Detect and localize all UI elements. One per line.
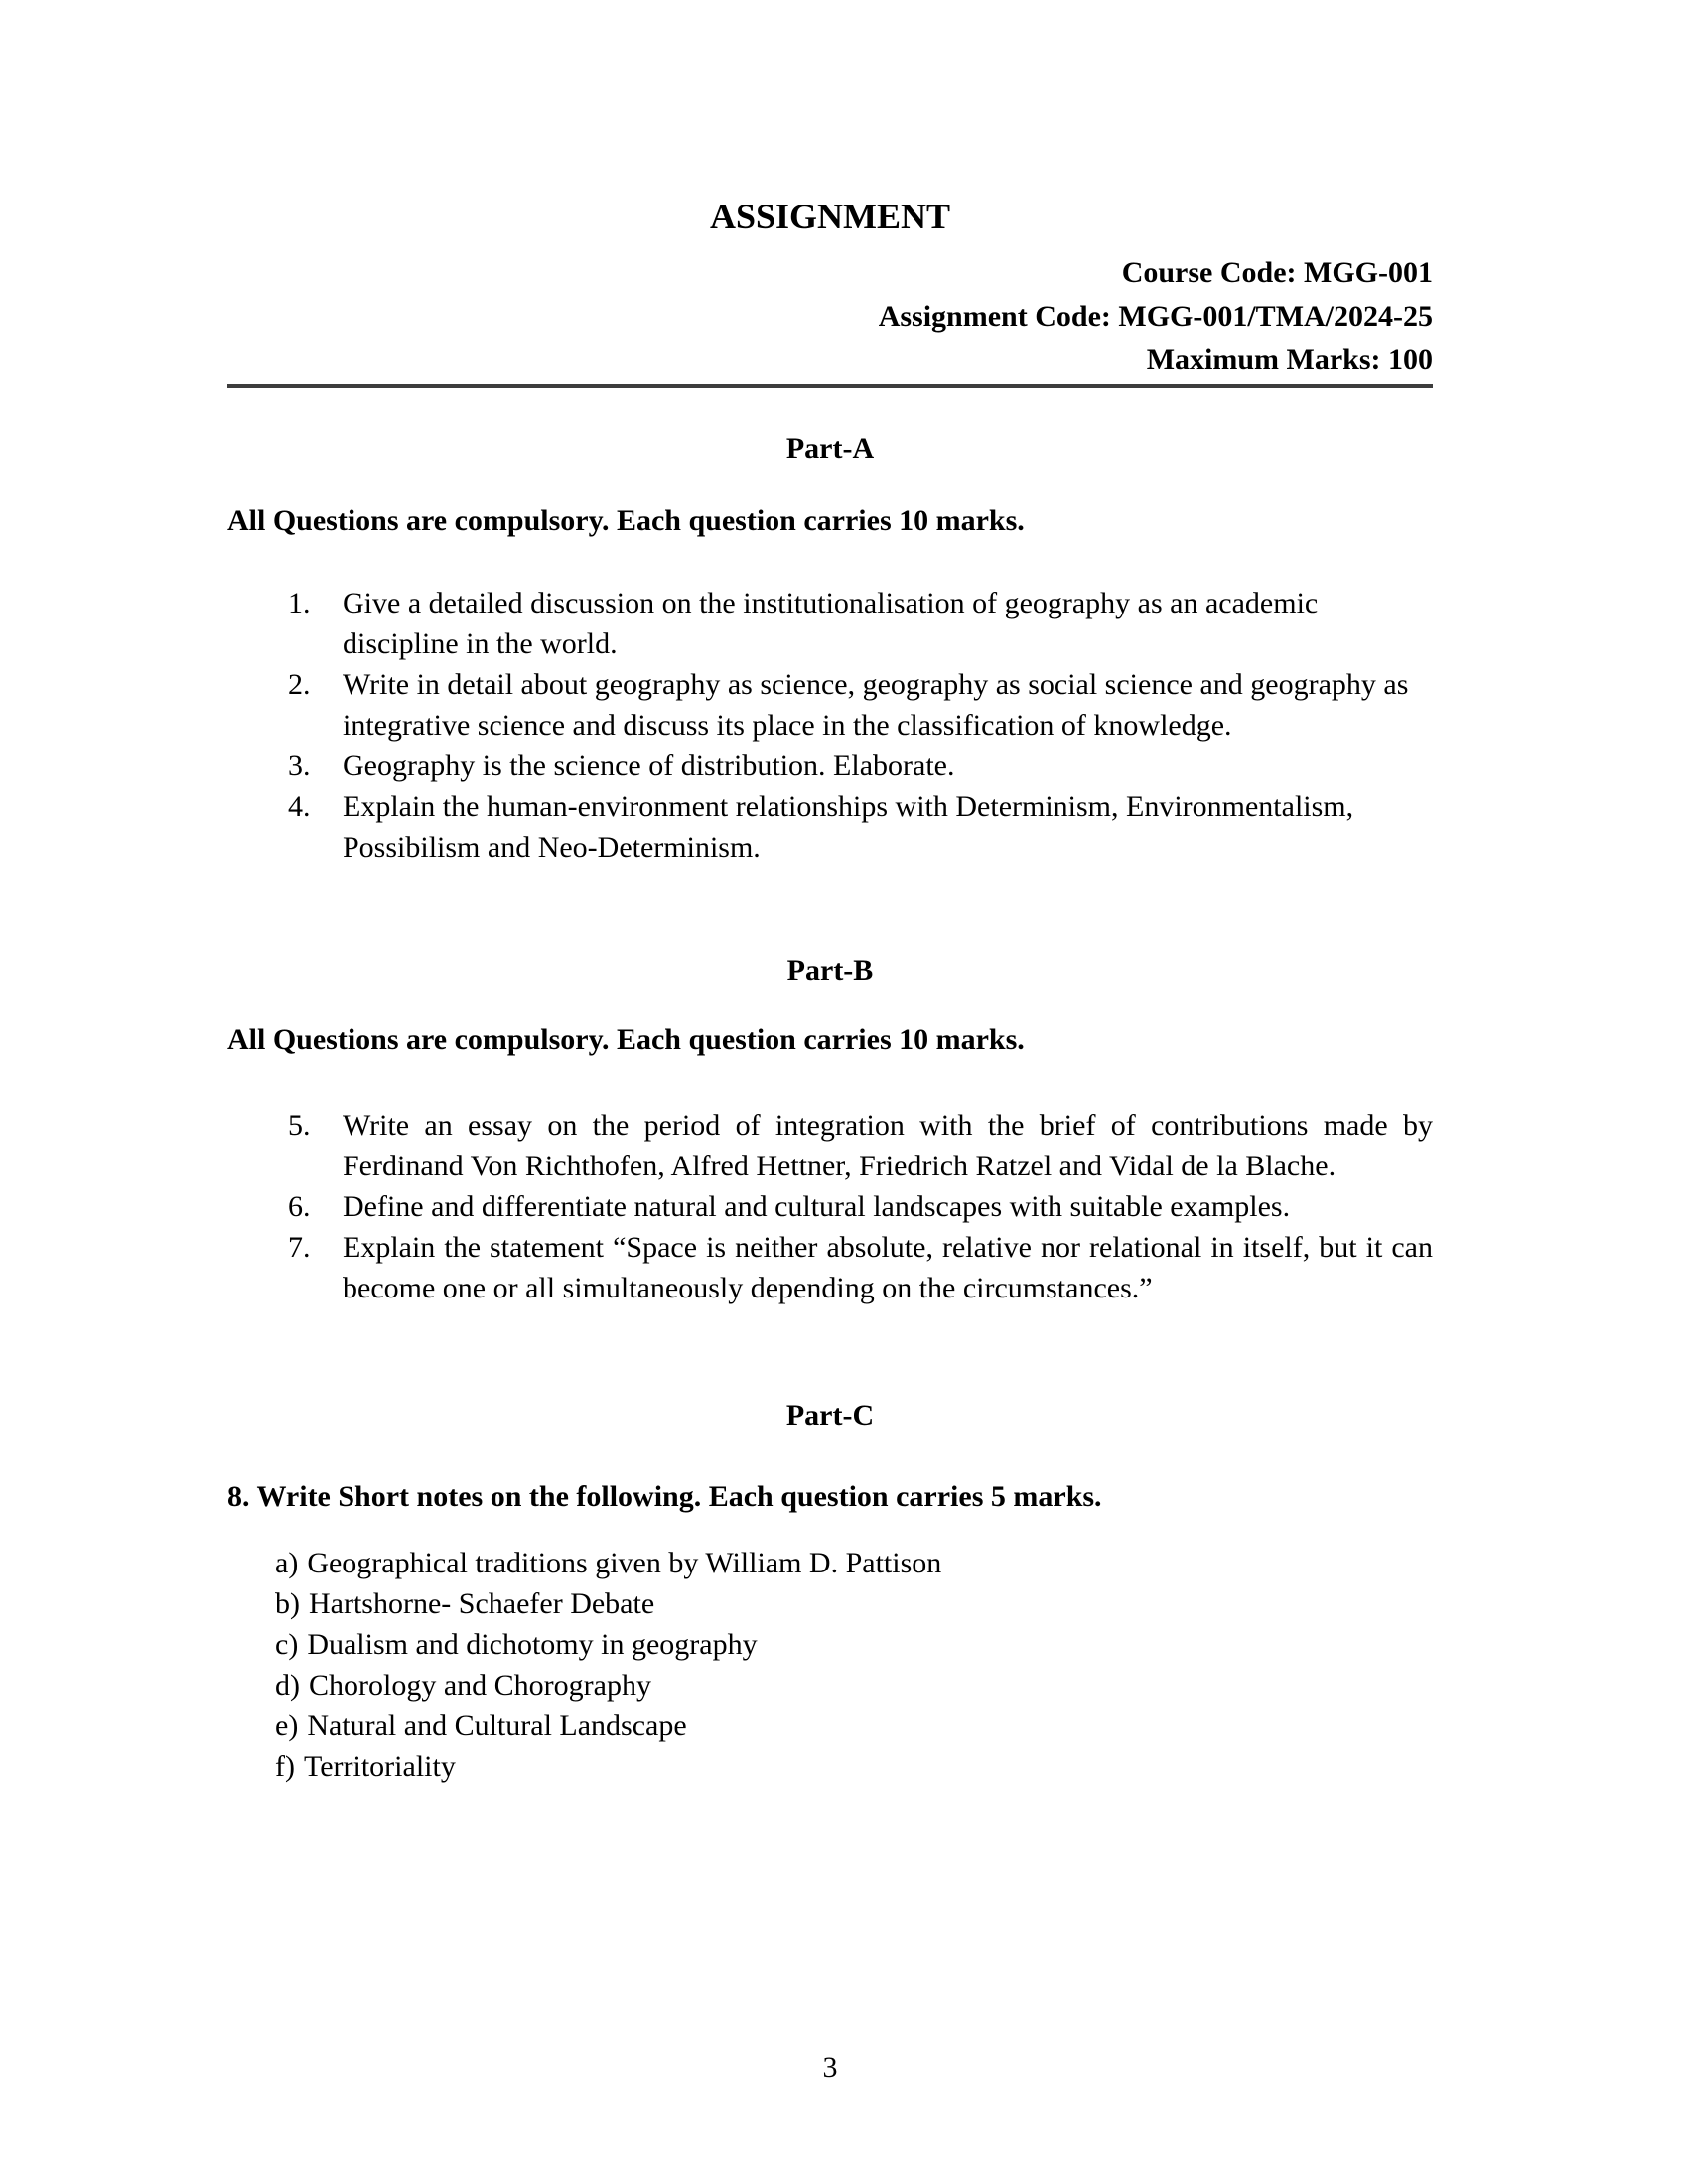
question-text: Write an essay on the period of integration with the brief of contributions made by Ferdinand Von Richthofen, Alfred Hettner, Friedrich Ratzel and Vidal de la Blache. <box>343 1109 1433 1182</box>
note-letter: f) <box>275 1750 295 1783</box>
course-code-line: Course Code: MGG-001 <box>1121 256 1433 289</box>
question-item <box>288 1105 1433 1186</box>
question-number: 7. <box>288 1231 311 1264</box>
note-letter: a) <box>275 1547 299 1579</box>
note-text: Hartshorne- Schaefer Debate <box>309 1587 655 1620</box>
question-text: Explain the statement “Space is neither absolute, relative nor relational in itself, but it can become one or all simultaneously depending on the circumstances.” <box>343 1231 1433 1304</box>
maximum-marks-line: Maximum Marks: 100 <box>1146 343 1433 376</box>
question-text: Write in detail about geography as science, geography as social science and geography as integrative science and discuss its place in the classification of knowledge. <box>343 668 1409 742</box>
question-item <box>288 746 1433 786</box>
document-title: ASSIGNMENT <box>709 197 951 236</box>
question-text: Give a detailed discussion on the institutionalisation of geography as an academic discipline in the world. <box>343 587 1319 660</box>
part-c-notes-list <box>275 1543 1433 1787</box>
question-number: 3. <box>288 750 311 782</box>
short-note-item <box>275 1706 1433 1746</box>
question-item <box>288 1227 1433 1308</box>
question-text: Explain the human-environment relationships with Determinism, Environmentalism, Possibilism and Neo-Determinism. <box>343 790 1354 864</box>
note-text: Natural and Cultural Landscape <box>307 1709 687 1742</box>
short-note-item <box>275 1665 1433 1706</box>
page-number: 3 <box>822 2051 838 2084</box>
note-text: Territoriality <box>303 1750 456 1783</box>
short-note-item <box>275 1624 1433 1665</box>
part-a-instruction: All Questions are compulsory. Each question carries 10 marks. <box>227 504 1025 537</box>
question-number: 6. <box>288 1190 311 1223</box>
meta-block <box>227 251 1433 382</box>
question-item <box>288 786 1433 868</box>
part-b-instruction: All Questions are compulsory. Each question carries 10 marks. <box>227 1024 1025 1056</box>
question-item <box>288 664 1433 746</box>
note-text: Chorology and Chorography <box>309 1669 651 1702</box>
note-letter: b) <box>275 1587 300 1620</box>
note-letter: c) <box>275 1628 299 1661</box>
note-letter: e) <box>275 1709 299 1742</box>
assignment-code-line: Assignment Code: MGG-001/TMA/2024-25 <box>878 300 1433 333</box>
question-number: 1. <box>288 587 311 619</box>
short-note-item <box>275 1543 1433 1583</box>
part-c-instruction: 8. Write Short notes on the following. Each question carries 5 marks. <box>227 1480 1102 1513</box>
question-item <box>288 1186 1433 1227</box>
note-text: Geographical traditions given by William D. Pattison <box>307 1547 942 1579</box>
part-b-heading: Part-B <box>786 954 874 987</box>
short-note-item <box>275 1746 1433 1787</box>
question-number: 4. <box>288 790 311 823</box>
header-divider <box>227 384 1433 388</box>
question-item <box>288 583 1433 664</box>
note-letter: d) <box>275 1669 300 1702</box>
question-number: 2. <box>288 668 311 701</box>
part-b-question-list <box>0 1105 1688 1308</box>
short-note-item <box>275 1583 1433 1624</box>
note-text: Dualism and dichotomy in geography <box>307 1628 758 1661</box>
part-c-heading: Part-C <box>785 1399 875 1432</box>
question-text: Geography is the science of distribution. Elaborate. <box>343 750 955 782</box>
part-a-heading: Part-A <box>785 432 875 465</box>
question-text: Define and differentiate natural and cultural landscapes with suitable examples. <box>343 1190 1291 1223</box>
part-a-question-list <box>0 583 1688 868</box>
question-number: 5. <box>288 1109 311 1142</box>
